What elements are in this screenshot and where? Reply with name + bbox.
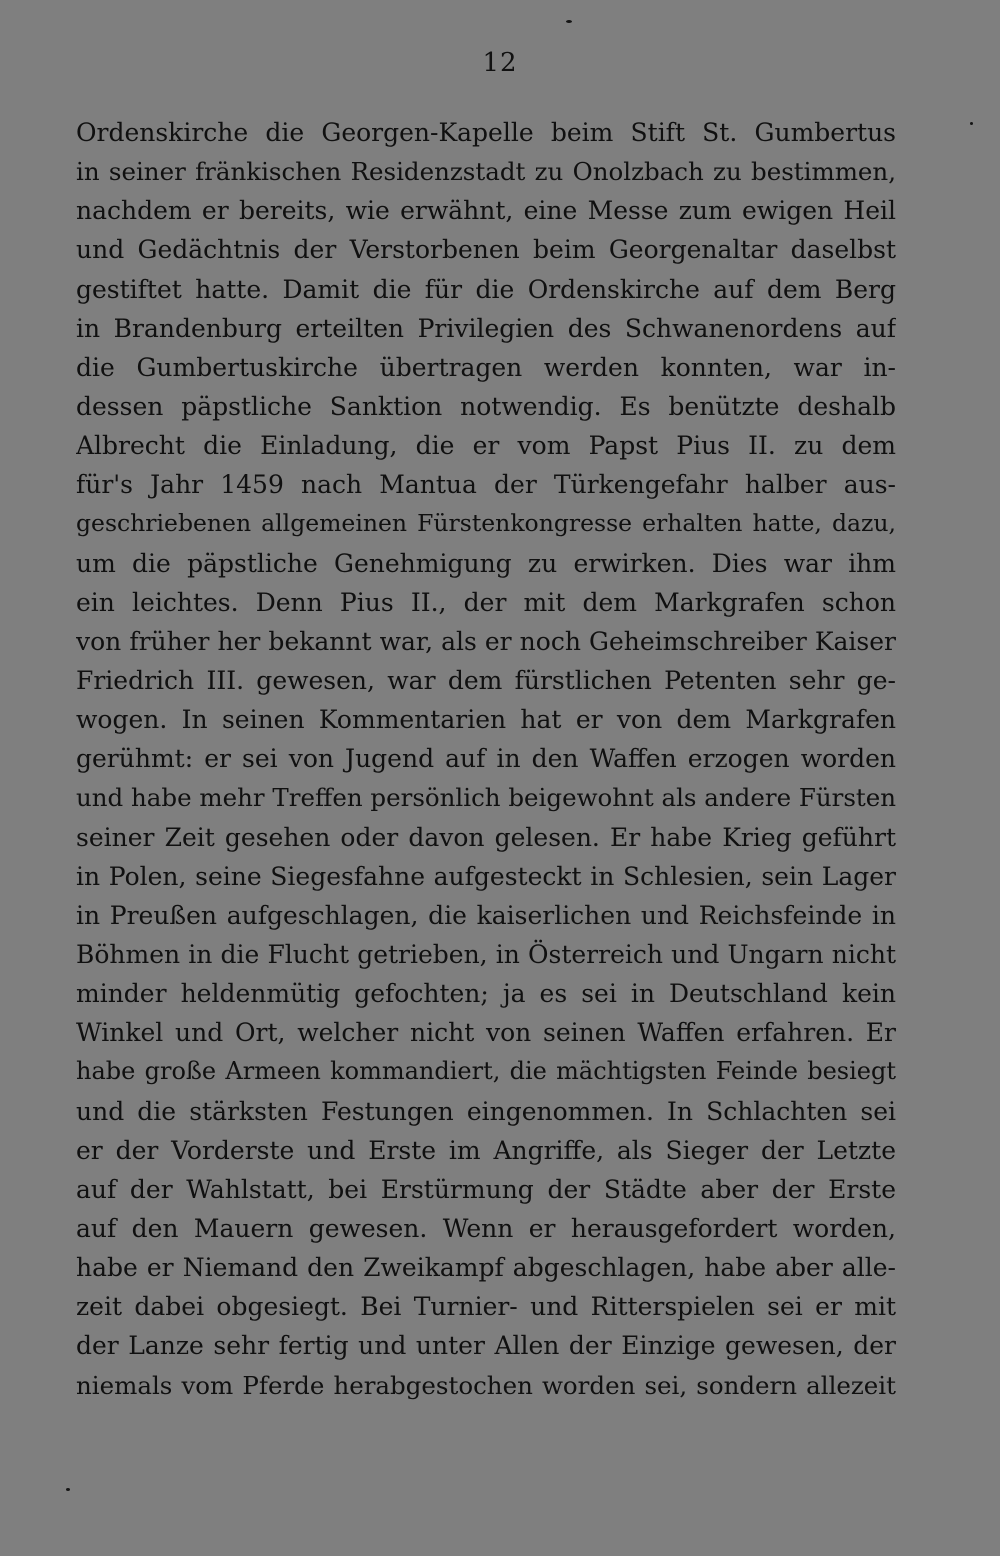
text-line: zeit dabei obgesiegt. Bei Turnier- und Ritterspielen sei er mit <box>76 1292 896 1322</box>
text-line: auf der Wahlstatt, bei Erstürmung der Städte aber der Erste <box>76 1174 896 1204</box>
text-line: die Gumbertuskirche übertragen werden konnten, war in- <box>76 352 896 382</box>
text-line: Ordenskirche die Georgen-Kapelle beim Stift St. Gumbertus <box>76 118 896 147</box>
text-line: in Brandenburg erteilten Privilegien des Schwanenordens auf <box>76 313 896 343</box>
text-line: der Lanze sehr fertig und unter Allen der Einzige gewesen, der <box>76 1331 896 1361</box>
text-line: seiner Zeit gesehen oder davon gelesen. Er habe Krieg geführt <box>76 822 896 852</box>
text-line: wogen. In seinen Kommentarien hat er von dem Markgrafen <box>76 705 896 735</box>
text-line: dessen päpstliche Sanktion notwendig. Es benützte deshalb <box>76 391 896 421</box>
text-line: ein leichtes. Denn Pius II., der mit dem Markgrafen schon <box>76 587 896 617</box>
text-line: in seiner fränkischen Residenzstadt zu Onolzbach zu bestimmen, <box>76 157 896 187</box>
text-line: habe große Armeen kommandiert, die mächtigsten Feinde besiegt <box>76 1057 896 1086</box>
text-line: geschriebenen allgemeinen Fürstenkongresse erhalten hatte, dazu, <box>76 509 896 538</box>
page-number: 12 <box>482 48 518 78</box>
text-line: auf den Mauern gewesen. Wenn er herausgefordert worden, <box>76 1213 896 1243</box>
text-line: und Gedächtnis der Verstorbenen beim Georgenaltar daselbst <box>76 235 896 265</box>
text-line: und habe mehr Treffen persönlich beigewohnt als andere Fürsten <box>76 783 896 813</box>
print-speck <box>66 1488 70 1491</box>
text-line: für's Jahr 1459 nach Mantua der Türkengefahr halber aus- <box>76 470 896 500</box>
text-line: Friedrich III. gewesen, war dem fürstlichen Petenten sehr ge- <box>76 665 896 695</box>
text-line: Albrecht die Einladung, die er vom Papst Pius II. zu dem <box>76 431 896 461</box>
text-line: und die stärksten Festungen eingenommen. In Schlachten sei <box>76 1096 896 1126</box>
body-text <box>76 113 896 1405</box>
text-line: minder heldenmütig gefochten; ja es sei in Deutschland kein <box>76 979 896 1009</box>
text-line: gerühmt: er sei von Jugend auf in den Waffen erzogen worden <box>76 744 896 774</box>
text-line: von früher her bekannt war, als er noch Geheimschreiber Kaiser <box>76 626 896 656</box>
text-line: in Polen, seine Siegesfahne aufgesteckt in Schlesien, sein Lager <box>76 861 896 891</box>
text-line: in Preußen aufgeschlagen, die kaiserlichen und Reichsfeinde in <box>76 900 896 930</box>
text-line: er der Vorderste und Erste im Angriffe, als Sieger der Letzte <box>76 1135 896 1165</box>
text-line: niemals vom Pferde herabgestochen worden sei, sondern allezeit <box>76 1370 896 1400</box>
text-line: nachdem er bereits, wie erwähnt, eine Messe zum ewigen Heil <box>76 196 896 226</box>
text-line: Böhmen in die Flucht getrieben, in Österreich und Ungarn nicht <box>76 939 896 969</box>
text-line: gestiftet hatte. Damit die für die Ordenskirche auf dem Berg <box>76 274 896 304</box>
print-speck <box>970 122 973 125</box>
text-line: Winkel und Ort, welcher nicht von seinen Waffen erfahren. Er <box>76 1018 896 1048</box>
text-line: habe er Niemand den Zweikampf abgeschlagen, habe aber alle- <box>76 1253 896 1283</box>
print-speck <box>566 20 572 23</box>
text-line: um die päpstliche Genehmigung zu erwirken. Dies war ihm <box>76 548 896 578</box>
